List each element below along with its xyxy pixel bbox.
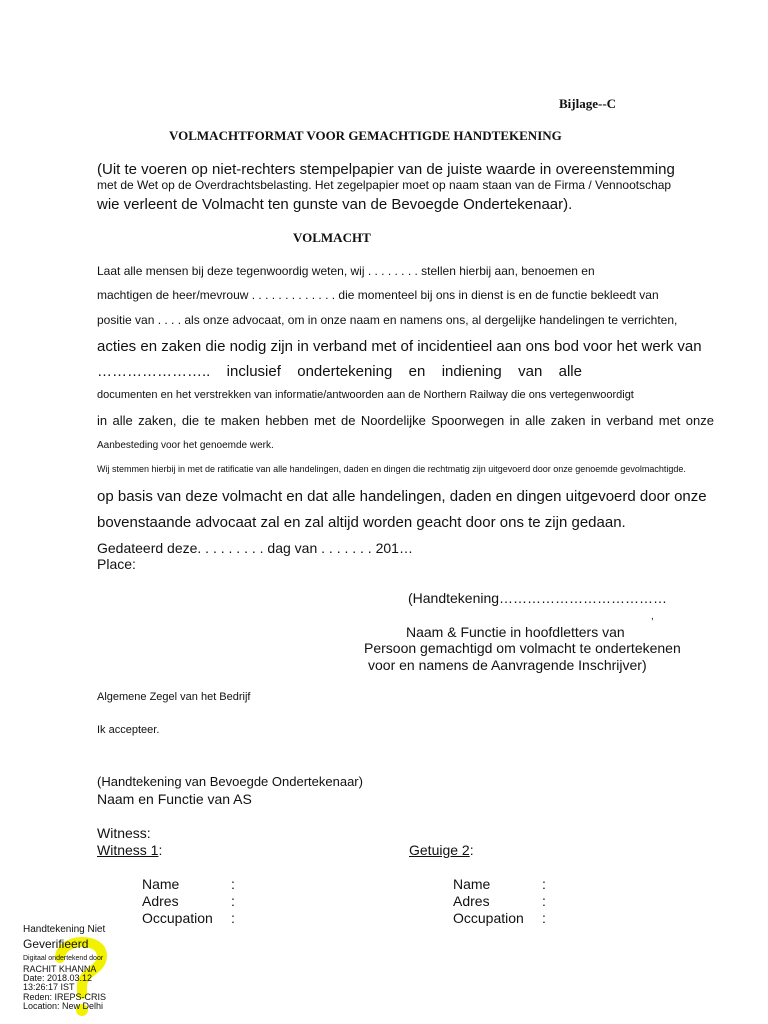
place-line: Place:: [97, 556, 136, 572]
witness-1-adres-label: Adres: [142, 893, 179, 909]
intro-line-1: (Uit te voeren op niet-rechters stempelpapier van de juiste waarde in overeenstemming: [97, 161, 675, 178]
witness-2-occupation-sep: :: [542, 910, 546, 926]
digital-signature-line-4: RACHIT KHANNA: [23, 964, 97, 974]
witness-1-label-group: [97, 842, 162, 858]
witness-1-colon: :: [158, 842, 163, 858]
signature-comma: ,: [651, 611, 654, 622]
witness-1-label: Witness 1: [97, 842, 159, 858]
signature-line: (Handtekening………………………………: [408, 590, 668, 606]
intro-line-3: wie verleent de Volmacht ten gunste van de Bevoegde Ondertekenaar).: [97, 196, 573, 213]
witness-2-label: Getuige 2: [409, 842, 470, 858]
document-title: VOLMACHTFORMAT VOOR GEMACHTIGDE HANDTEKENING: [169, 128, 562, 143]
witness-1-name-sep: :: [231, 876, 235, 892]
authorized-signature: (Handtekening van Bevoegde Ondertekenaar): [97, 774, 363, 789]
company-seal: Algemene Zegel van het Bedrijf: [97, 691, 251, 703]
body-line-2: machtigen de heer/mevrouw . . . . . . . . . . . . . die momenteel bij ons in dienst is en de functie bekleedt van: [97, 288, 659, 302]
witness-2-name-sep: :: [542, 876, 546, 892]
witness-1-occupation-sep: :: [231, 910, 235, 926]
witness-2-colon: :: [469, 842, 474, 858]
subtitle: VOLMACHT: [293, 230, 371, 245]
intro-line-2: met de Wet op de Overdrachtsbelasting. Het zegelpapier moet op naam staan van de Firma / Vennootschap: [97, 178, 672, 192]
authorized-name: Naam en Functie van AS: [97, 791, 252, 807]
annex-label: Bijlage--C: [559, 96, 617, 111]
witness-1-name-label: Name: [142, 876, 180, 892]
digital-signature-line-1: Handtekening Niet: [23, 924, 106, 935]
witness-2-adres-sep: :: [542, 893, 546, 909]
body-line-7: in alle zaken, die te maken hebben met de Noordelijke Spoorwegen in alle zaken in verband met onze: [97, 413, 714, 428]
witness-2-occupation-label: Occupation: [453, 910, 524, 926]
witness-2-name-label: Name: [453, 876, 491, 892]
witness-2-adres-label: Adres: [453, 893, 490, 909]
witness-2-label-group: [409, 842, 474, 858]
digital-signature-line-3: Digitaal ondertekend door: [23, 955, 104, 962]
digital-signature-line-5: Date: 2018.03.12: [23, 973, 93, 983]
dated-line: Gedateerd deze. . . . . . . . . dag van . . . . . . . 201…: [97, 540, 413, 556]
body-line-8: Aanbesteding voor het genoemde werk.: [97, 440, 274, 451]
body-line-10: op basis van deze volmacht en dat alle handelingen, daden en dingen uitgevoerd door onze: [97, 488, 707, 505]
body-line-3: positie van . . . . als onze advocaat, om in onze naam en namens ons, al dergelijke handelingen te verrichten,: [97, 313, 678, 327]
signature-name-line-3: voor en namens de Aanvragende Inschrijver): [368, 657, 647, 673]
digital-signature-line-6: 13:26:17 IST: [23, 982, 75, 992]
body-line-6: documenten en het verstrekken van informatie/antwoorden aan de Northern Railway die ons vertegenwoordigt: [97, 389, 634, 401]
digital-signature-line-2: Geverifieerd: [23, 937, 89, 951]
signature-name-line-1: Naam & Functie in hoofdletters van: [406, 624, 625, 640]
digital-signature-line-7: Reden: IREPS-CRIS: [23, 992, 107, 1002]
body-line-11: bovenstaande advocaat zal en zal altijd worden geacht door ons te zijn gedaan.: [97, 514, 626, 531]
body-line-5: ………………….. inclusief ondertekening en indiening van alle: [97, 363, 582, 380]
accept-line: Ik accepteer.: [97, 724, 160, 736]
witness-1-adres-sep: :: [231, 893, 235, 909]
body-line-1: Laat alle mensen bij deze tegenwoordig weten, wij . . . . . . . . stellen hierbij aan, benoemen en: [97, 264, 595, 278]
witness-1-occupation-label: Occupation: [142, 910, 213, 926]
digital-signature-block: [22, 924, 162, 1019]
signature-name-line-2: Persoon gemachtigd om volmacht te ondertekenen: [364, 640, 681, 656]
body-line-9: Wij stemmen hierbij in met de ratificatie van alle handelingen, daden en dingen die rechtmatig zijn uitgevoerd door onze genoemde gevolmachtigde.: [97, 464, 686, 474]
digital-signature-line-8: Location: New Delhi: [23, 1001, 104, 1011]
witness-heading: Witness:: [97, 825, 151, 841]
body-line-4: acties en zaken die nodig zijn in verband met of incidentieel aan ons bod voor het werk van: [97, 338, 702, 355]
